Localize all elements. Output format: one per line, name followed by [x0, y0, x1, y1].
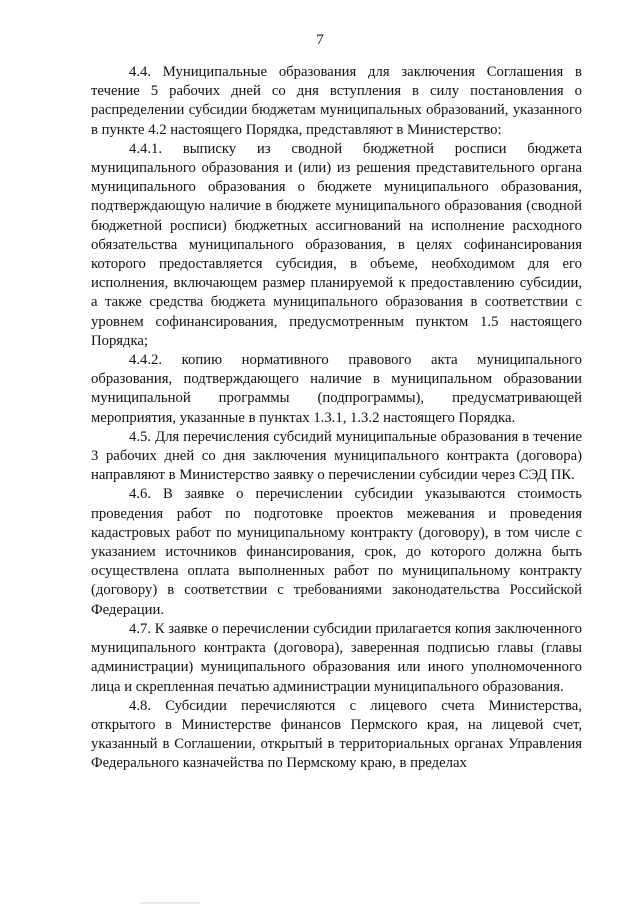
paragraph-4-4-1: 4.4.1. выписку из сводной бюджетной росписи бюджета муниципального образования и (или) из решения представительного органа муниципального образования о бюджете муниципального образования, подтверждающую наличие в бюджете муниципального образования (сводной бюджетной росписи) бюджетных ассигнований на исполнение расходного обязательства муниципального образования, в целях софинансирования которого предоставляется субсидия, в объеме, необходимом для его исполнения, включающем размер планируемой к предоставлению субсидии, а также средства бюджета муниципального образования в соответствии с уровнем софинансирования, предусмотренным пунктом 1.5 настоящего Порядка; [91, 140, 582, 349]
paragraph-4-8: 4.8. Субсидии перечисляются с лицевого счета Министерства, открытого в Министерстве финансов Пермского края, на лицевой счет, указанный в Соглашении, открытый в территориальных органах Управления Федерального казначейства по Пермскому краю, в пределах [91, 697, 582, 772]
paragraph-4-5: 4.5. Для перечисления субсидий муниципальные образования в течение 3 рабочих дней со дня заключения муниципального контракта (договора) направляют в Министерство заявку о перечислении субсидии через СЭД ПК. [91, 428, 582, 484]
page-number: 7 [316, 32, 324, 48]
scan-artifact [140, 902, 200, 904]
document-body [91, 63, 582, 774]
paragraph-4-7: 4.7. К заявке о перечислении субсидии прилагается копия заключенного муниципального контракта (договора), заверенная подписью главы (главы администрации) муниципального образования или иного уполномоченного лица и скрепленная печатью администрации муниципального образования. [91, 620, 582, 695]
paragraph-4-6: 4.6. В заявке о перечислении субсидии указываются стоимость проведения работ по подготовке проектов межевания и проведения кадастровых работ по муниципальному контракту (договору), в том числе с указанием источников финансирования, срок, до которого должна быть осуществлена оплата выполненных работ по муниципальному контракту (договору) в соответствии с требованиями законодательства Российской Федерации. [91, 486, 582, 618]
paragraph-4-4-2: 4.4.2. копию нормативного правового акта муниципального образования, подтверждающего наличие в муниципальном образовании муниципальной программы (подпрограммы), предусматривающей мероприятия, указанные в пунктах 1.3.1, 1.3.2 настоящего Порядка. [91, 352, 582, 426]
paragraph-4-4: 4.4. Муниципальные образования для заключения Соглашения в течение 5 рабочих дней со дня вступления в силу постановления о распределении субсидии бюджетам муниципальных образований, указанного в пункте 4.2 настоящего Порядка, представляют в Министерство: [91, 64, 582, 138]
